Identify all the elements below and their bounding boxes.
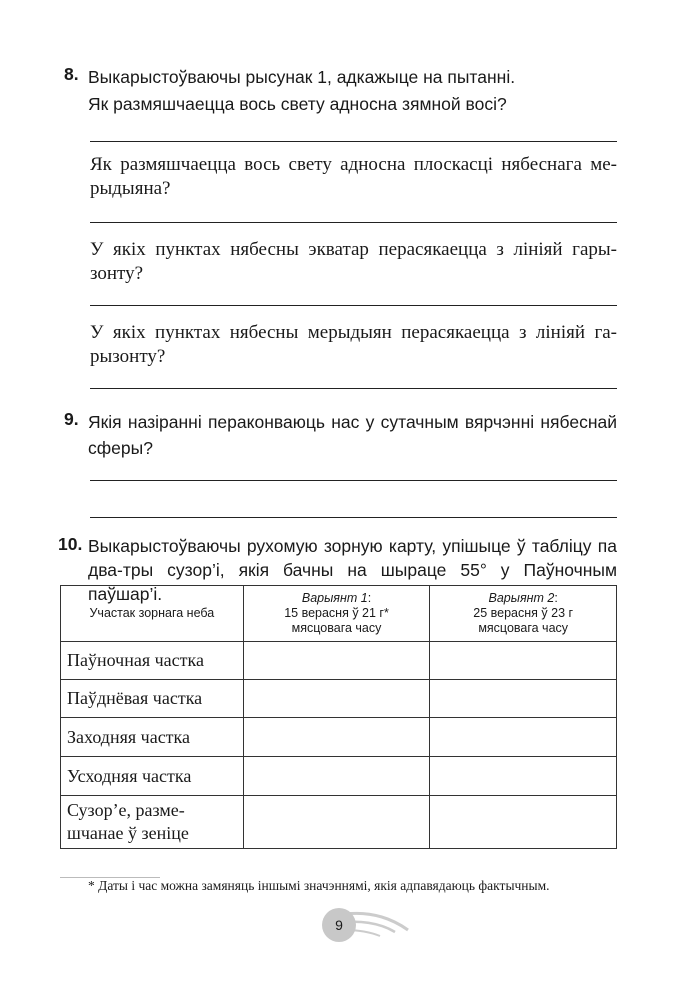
sub-question [90, 238, 617, 286]
answer-cell[interactable] [430, 796, 617, 849]
sub-question-line: зонту? [90, 263, 144, 284]
variant-time: мясцовага часу [291, 621, 382, 635]
question-number: 10. [58, 534, 83, 554]
answer-cell[interactable] [243, 796, 430, 849]
variant-date: 15 верасня ў 21 г* [284, 606, 389, 620]
footnote: * Даты і час можна замяняць іншымі значэннямі, якія адпавядаюць фактычным. [88, 878, 550, 893]
table-row [61, 718, 617, 757]
row-label: Паўночная частка [61, 642, 244, 680]
answer-cell[interactable] [243, 680, 430, 718]
row-label: Усходняя частка [61, 757, 244, 796]
colon: : [554, 591, 558, 605]
answer-cell[interactable] [243, 718, 430, 757]
header-sky-region: Участак зорнага неба [61, 586, 244, 642]
answer-cell[interactable] [430, 718, 617, 757]
answer-cell[interactable] [243, 642, 430, 680]
question-line: сферы? [88, 438, 153, 458]
variant-time: мясцовага часу [478, 621, 569, 635]
variant-label: Варыянт 2 [488, 591, 555, 605]
question-9-text [88, 409, 617, 461]
answer-line[interactable] [90, 305, 617, 306]
answer-line[interactable] [90, 517, 617, 518]
question-line: Выкарыстоўваючы рухомую зорную карту, упішыце ў табліцу па [88, 536, 617, 556]
question-line: Як размяшчаецца вось свету адносна зямной восі? [88, 94, 507, 114]
variant-date: 25 верасня ў 23 г [473, 606, 574, 620]
variant-label: Варыянт 1 [301, 591, 368, 605]
row-label [61, 796, 244, 849]
table-header-row [61, 586, 617, 642]
header-variant-1 [243, 586, 430, 642]
answer-cell[interactable] [243, 757, 430, 796]
table-row [61, 680, 617, 718]
question-number: 9. [64, 409, 79, 429]
question-line: Выкарыстоўваючы рысунак 1, адкажыце на пытанні. [88, 67, 516, 87]
row-label-line: шчанае ў зеніце [67, 823, 189, 843]
sub-question-line: У якіх пунктах нябесны экватар перасякаецца з лініяй гары- [90, 239, 617, 260]
sub-question [90, 153, 617, 201]
page-number: 9 [322, 908, 356, 942]
table-row [61, 642, 617, 680]
constellation-table [60, 585, 617, 849]
table-row [61, 796, 617, 849]
answer-cell[interactable] [430, 757, 617, 796]
question-line: Якія назіранні пераконваюць нас у сутачным вярчэнні нябеснай [88, 412, 617, 432]
answer-cell[interactable] [430, 680, 617, 718]
answer-line[interactable] [90, 480, 617, 481]
sub-question-line: У якіх пунктах нябесны мерыдыян перасякаецца з лініяй га- [90, 322, 617, 343]
question-8-text [88, 64, 515, 118]
sub-question [90, 321, 617, 369]
answer-line[interactable] [90, 141, 617, 142]
row-label: Заходняя частка [61, 718, 244, 757]
sub-question-line: рызонту? [90, 346, 166, 367]
sub-question-line: Як размяшчаецца вось свету адносна плоскасці нябеснага ме- [90, 154, 617, 175]
answer-cell[interactable] [430, 642, 617, 680]
table-row [61, 757, 617, 796]
row-label: Паўднёвая частка [61, 680, 244, 718]
row-label-line: Сузор’е, разме- [67, 800, 185, 820]
question-number: 8. [64, 64, 79, 84]
colon: : [367, 591, 372, 605]
answer-line[interactable] [90, 388, 617, 389]
question-line: два-тры сузор’і, якія бачны на шыраце 55° у Паўночным паўшар’і. [88, 560, 617, 604]
header-variant-2 [430, 586, 617, 642]
sub-question-line: рыдыяна? [90, 178, 171, 199]
answer-line[interactable] [90, 222, 617, 223]
